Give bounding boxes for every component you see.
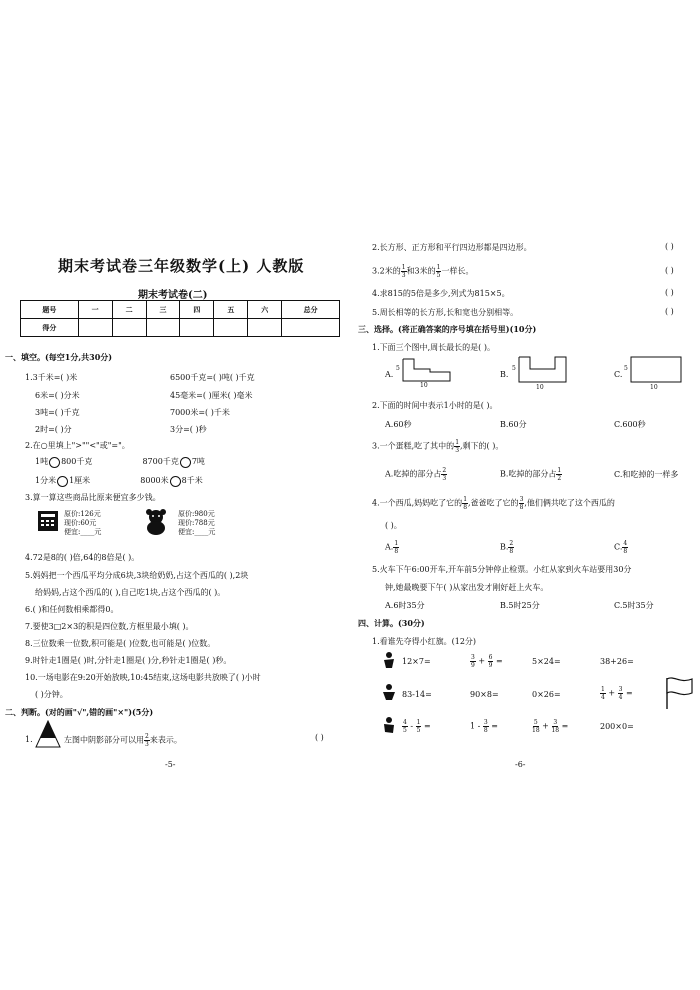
- choice-q4-opt-a[interactable]: [385, 540, 399, 555]
- calc-r1-c1: 12×7=: [402, 657, 431, 666]
- judge-q4: 4.求815的5倍是多少,列式为815×5。: [372, 289, 510, 298]
- fraction: $\frac{4}{8}$: [623, 540, 628, 555]
- table-cell: 题号: [21, 301, 79, 319]
- score-table: [20, 300, 340, 337]
- choice-q3-opt-a[interactable]: [385, 467, 447, 482]
- choice-q4-paren: ( )。: [385, 521, 402, 530]
- choice-q4-opt-b[interactable]: [500, 540, 514, 555]
- judge-q1-text: [64, 733, 182, 748]
- fraction: $\frac{3}{4}$: [618, 686, 623, 701]
- fig-base-label: 10: [536, 384, 544, 391]
- judge-q3-stem: 3.2米的: [372, 266, 401, 276]
- judge-q1-end: 来表示。: [149, 735, 182, 745]
- fig-base-label: 10: [420, 382, 428, 389]
- fraction: $\frac{2}{8}$: [509, 540, 514, 555]
- calc-r2-c3: 0×26=: [532, 690, 561, 699]
- table-cell: 四: [180, 301, 214, 319]
- calc-r2-c2: 90×8=: [470, 690, 499, 699]
- choice-q1-opt-a-label[interactable]: A.: [385, 370, 394, 379]
- q1-r1-right: 6500千克=( )吨( )千克: [170, 373, 255, 382]
- q3-right-saving: 便宜:____元: [178, 528, 216, 536]
- judge-q3-answer[interactable]: ( ): [665, 266, 674, 275]
- q9-text: 9.时针走1圈是( )时,分针走1圈是( )分,秒针走1圈是( )秒。: [25, 656, 232, 665]
- q10-line2: ( )分钟。: [35, 690, 68, 699]
- compare-circle[interactable]: [170, 476, 181, 487]
- staircase-figure: [402, 358, 452, 382]
- q2-text: 2.在○里填上">""<"或"="。: [25, 441, 130, 450]
- calc-r3-c4: 200×0=: [600, 722, 634, 731]
- notched-rectangle-figure: [518, 356, 568, 383]
- choice-q3-opt-b-text: B.吃掉的部分占: [500, 469, 557, 479]
- choice-q2-opt-c[interactable]: C.600秒: [614, 420, 646, 429]
- rectangle-figure: [630, 356, 682, 383]
- q3-right-prices: [178, 510, 215, 537]
- fraction: $\frac{2}{3}$: [145, 733, 149, 748]
- judge-q5: 5.周长相等的长方形,长和宽也分别相等。: [372, 308, 519, 317]
- q2-r1c: 8700千克: [142, 457, 179, 466]
- score-input-cell[interactable]: [146, 319, 180, 337]
- fraction: $\frac{4}{5}$: [403, 719, 407, 734]
- choice-q3-opt-a-text: A.吃掉的部分占: [385, 469, 442, 479]
- q2-r2d: 8千米: [181, 476, 203, 485]
- judge-q1-number: 1.: [25, 735, 33, 744]
- q1-r1-left: 1.3千米=( )米: [25, 373, 78, 382]
- choice-q1-opt-c-label[interactable]: C.: [614, 370, 623, 379]
- q1-r2-left: 6米=( )分米: [35, 391, 80, 400]
- choice-q5-opt-c[interactable]: C.5时35分: [614, 601, 654, 610]
- choice-q4-part2: ,爸爸吃了它的: [468, 498, 519, 508]
- calc-q1: 1.看谁先夺得小红旗。(12分): [372, 637, 477, 646]
- page-number-right: -6-: [515, 760, 526, 769]
- q3-left-prices: [64, 510, 101, 537]
- judge-q3: [372, 264, 473, 279]
- fraction: $\frac{2}{3}$: [442, 467, 447, 482]
- judge-q3-end: 一样长。: [441, 266, 474, 276]
- fig-side-label: 5: [512, 365, 516, 372]
- q2-row2: [35, 475, 203, 487]
- q3-right-current: 现价:788元: [178, 519, 215, 527]
- compare-circle[interactable]: [180, 457, 191, 468]
- shaded-triangle-figure: [35, 720, 61, 748]
- calc-r2-c1: 83-14=: [402, 690, 432, 699]
- choice-q2-opt-a[interactable]: A.60秒: [385, 420, 412, 429]
- fraction: $\frac{6}{9}$: [488, 654, 493, 669]
- section-4-title: 四、计算。(30分): [358, 618, 425, 628]
- fig-side-label: 5: [624, 365, 628, 372]
- fig-side-label: 5: [396, 365, 400, 372]
- score-input-cell[interactable]: [180, 319, 214, 337]
- fraction: $\frac{3}{8}$: [483, 719, 488, 734]
- judge-q2-answer[interactable]: ( ): [665, 242, 674, 251]
- table-cell: 得分: [21, 319, 79, 337]
- choice-q5-opt-a[interactable]: A.6时35分: [385, 601, 425, 610]
- fraction: $\frac{3}{9}$: [471, 654, 475, 669]
- table-cell: 总分: [282, 301, 340, 319]
- fig-base-label: 10: [650, 384, 658, 391]
- choice-q5-line1: 5.火车下午6:00开车,开车前5分钟停止检票。小红从家到火车站要用30分: [372, 565, 632, 574]
- choice-q2: 2.下面的时间中表示1小时的是( )。: [372, 401, 498, 410]
- judge-q3-mid: 和3米的: [406, 266, 436, 276]
- q5-line2: 给妈妈,占这个西瓜的( ),自己吃1块,占这个西瓜的( )。: [35, 588, 226, 597]
- q2-r1d: 7吨: [191, 457, 205, 466]
- page-title: 期末考试卷三年级数学(上) 人教版: [58, 257, 305, 275]
- section-3-title: 三、选择。(将正确答案的序号填在括号里)(10分): [358, 324, 537, 334]
- runner-icon: [380, 683, 398, 701]
- fraction: $\frac{1}{8}$: [394, 540, 399, 555]
- fraction: $\frac{1}{3}$: [455, 439, 460, 454]
- q2-r1a: 1吨: [35, 457, 49, 466]
- q2-row1: [35, 456, 205, 468]
- calc-r1-c4: 38+26=: [600, 657, 634, 666]
- calc-r3-c2: 1 - $\frac{3}{8}$ =: [470, 719, 498, 734]
- section-2-title: 二、判断。(对的画"√",错的画"×")(5分): [5, 707, 154, 717]
- score-input-cell[interactable]: [112, 319, 146, 337]
- choice-q4-part1: 4.一个西瓜,妈妈吃了它的: [372, 498, 463, 508]
- table-cell: 一: [78, 301, 112, 319]
- q2-r2b: 1厘米: [69, 476, 91, 485]
- table-cell: 六: [248, 301, 282, 319]
- score-table-score-row: [21, 319, 340, 337]
- compare-circle[interactable]: [57, 476, 68, 487]
- judge-q4-answer[interactable]: ( ): [665, 288, 674, 297]
- calc-r1-c3: 5×24=: [532, 657, 561, 666]
- q3-left-current: 现价:60元: [64, 519, 97, 527]
- choice-q3-opt-b[interactable]: [500, 467, 562, 482]
- choice-q3-opt-c[interactable]: C.和吃掉的一样多: [614, 470, 679, 479]
- q3-right-original: 原价:980元: [178, 510, 215, 518]
- cash-register-icon: [37, 510, 59, 532]
- choice-q4-opt-c-text: C.: [614, 542, 623, 552]
- judge-q5-answer[interactable]: ( ): [665, 307, 674, 316]
- choice-q4-opt-b-text: B.: [500, 542, 509, 552]
- q6-text: 6.( )和任何数相乘都得0。: [25, 605, 119, 614]
- fraction: $\frac{1}{8}$: [463, 496, 468, 511]
- q1-r3-left: 3吨=( )千克: [35, 408, 80, 417]
- score-table-header-row: [21, 301, 340, 319]
- choice-q3-stem: 3.一个蛋糕,吃了其中的: [372, 441, 455, 451]
- q2-r1b: 800千克: [61, 457, 93, 466]
- calc-r1-c2: $\frac{3}{9}$ + $\frac{6}{9}$ =: [471, 654, 503, 669]
- judge-q1-stem: 左图中阴影部分可以用: [64, 735, 144, 745]
- runner-icon: [380, 716, 398, 734]
- table-cell: 五: [214, 301, 248, 319]
- choice-q5-line2: 钟,她最晚要下午( )从家出发才刚好赶上火车。: [385, 583, 549, 592]
- q2-r2a: 1分米: [35, 476, 57, 485]
- score-input-cell[interactable]: [248, 319, 282, 337]
- calc-r3-c3: $\frac{5}{18}$ + $\frac{3}{18}$ =: [532, 719, 569, 734]
- choice-q1: 1.下面三个图中,周长最长的是( )。: [372, 343, 495, 352]
- judge-q1-answer[interactable]: ( ): [315, 733, 324, 742]
- calc-r2-c4: $\frac{1}{4}$ + $\frac{3}{4}$ =: [601, 686, 633, 701]
- q2-r2c: 8000米: [140, 476, 169, 485]
- toy-bear-icon: [143, 507, 169, 535]
- fraction: $\frac{3}{8}$: [519, 496, 524, 511]
- fraction: $\frac{3}{18}$: [551, 719, 560, 734]
- q5-line1: 5.妈妈把一个西瓜平均分成6块,3块给奶奶,占这个西瓜的( ),2块: [25, 571, 249, 580]
- choice-q4-opt-a-text: A.: [385, 542, 394, 552]
- q8-text: 8.三位数乘一位数,积可能是( )位数,也可能是( )位数。: [25, 639, 216, 648]
- runner-icon: [380, 651, 398, 669]
- fraction: $\frac{1}{5}$: [416, 719, 421, 734]
- q7-text: 7.要使3□2×3的积是四位数,方框里最小填( )。: [25, 622, 194, 631]
- choice-q4-opt-c[interactable]: [614, 540, 628, 555]
- q1-r2-right: 45毫米=( )厘米( )毫米: [170, 391, 253, 400]
- table-cell: 二: [112, 301, 146, 319]
- q1-r3-right: 7000米=( )千米: [170, 408, 230, 417]
- exam-subtitle: 期末考试卷(二): [138, 290, 208, 301]
- calc-r3-c1: $\frac{4}{5}$ - $\frac{1}{5}$ =: [403, 719, 431, 734]
- choice-q3: [372, 439, 503, 454]
- q1-r4-right: 3分=( )秒: [170, 425, 207, 434]
- q10-line1: 10.一场电影在9:20开始放映,10:45结束,这场电影共放映了( )小时: [25, 673, 261, 682]
- fraction: $\frac{1}{5}$: [436, 264, 441, 279]
- q3-left-saving: 便宜:____元: [64, 528, 102, 536]
- score-input-cell[interactable]: [282, 319, 340, 337]
- flag-icon: [664, 676, 694, 710]
- q4-text: 4.72是8的( )倍,64的8倍是( )。: [25, 553, 140, 562]
- q1-r4-left: 2时=( )分: [35, 425, 72, 434]
- choice-q4: [372, 496, 615, 511]
- section-1-title: 一、填空。(每空1分,共30分): [5, 352, 113, 362]
- choice-q4-part3: ,他们俩共吃了这个西瓜的: [524, 498, 615, 508]
- choice-q2-opt-b[interactable]: B.60分: [500, 420, 527, 429]
- choice-q3-end: ,剩下的( )。: [460, 441, 504, 451]
- choice-q1-opt-b-label[interactable]: B.: [500, 370, 509, 379]
- fraction: $\frac{1}{4}$: [601, 686, 605, 701]
- score-input-cell[interactable]: [78, 319, 112, 337]
- fraction: $\frac{5}{18}$: [532, 719, 540, 734]
- judge-q2: 2.长方形、正方形和平行四边形都是四边形。: [372, 243, 532, 252]
- page-number-left: -5-: [165, 760, 176, 769]
- q3-text: 3.算一算这些商品比原来便宜多少钱。: [25, 493, 161, 502]
- table-cell: 三: [146, 301, 180, 319]
- judge-q1: [25, 735, 33, 744]
- score-input-cell[interactable]: [214, 319, 248, 337]
- fraction: $\frac{1}{3}$: [401, 264, 406, 279]
- fraction: $\frac{1}{2}$: [557, 467, 562, 482]
- q3-left-original: 原价:126元: [64, 510, 101, 518]
- choice-q5-opt-b[interactable]: B.5时25分: [500, 601, 540, 610]
- compare-circle[interactable]: [49, 457, 60, 468]
